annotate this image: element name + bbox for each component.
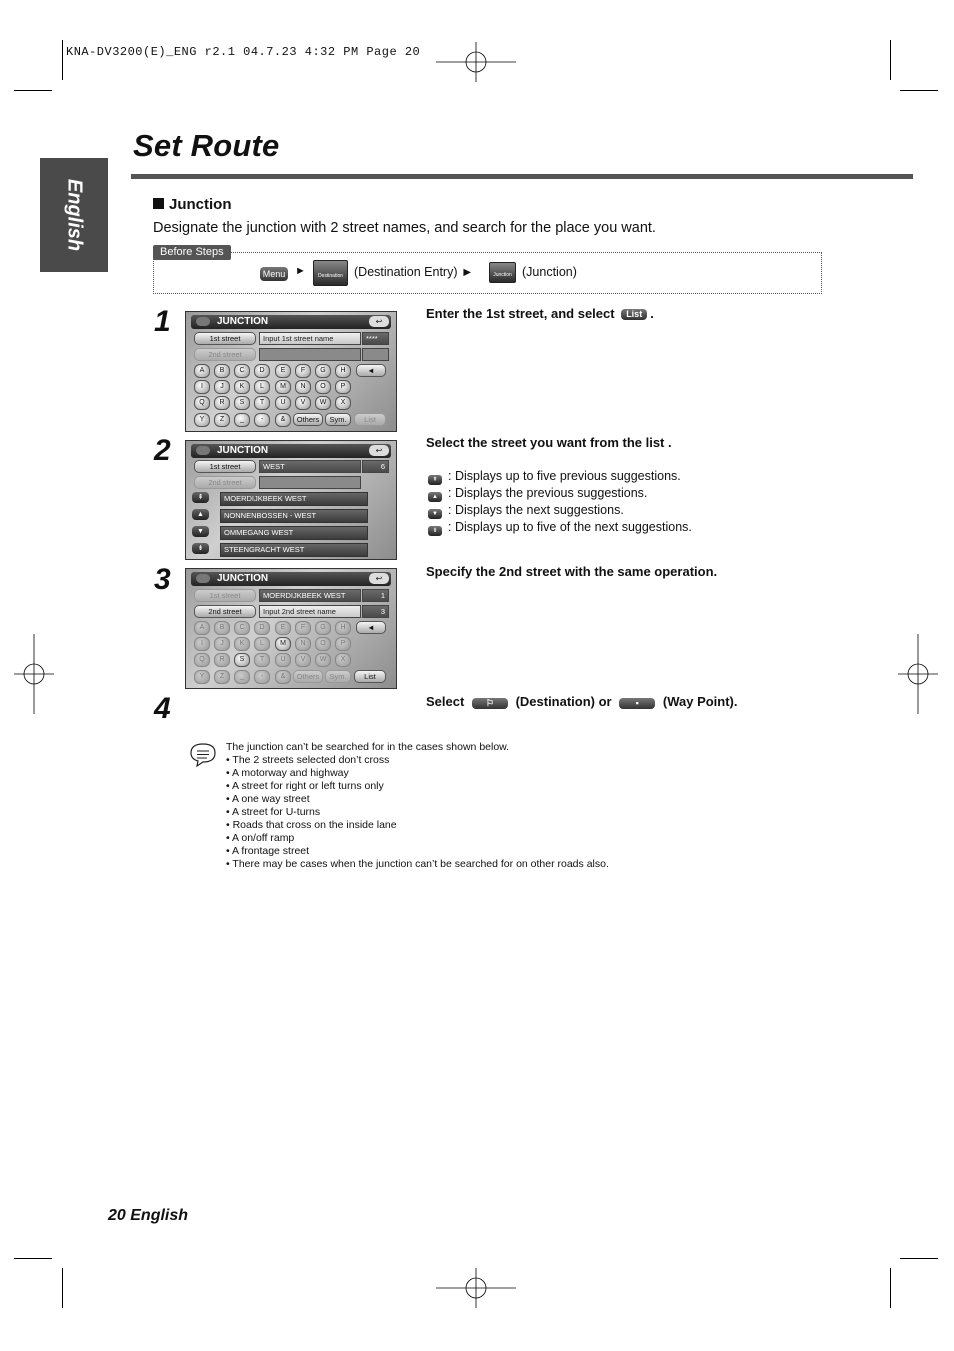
step-number: 3 <box>154 563 171 596</box>
square-bullet-icon <box>153 198 164 209</box>
legend-text: : Displays up to five of the next suggestions. <box>448 520 692 534</box>
result-count: 1 <box>362 589 389 602</box>
key[interactable]: B <box>214 621 230 635</box>
crop-mark <box>14 1258 52 1259</box>
list-item[interactable]: STEENGRACHT WEST <box>220 543 368 557</box>
first-street-value: MOERDIJKBEEK WEST <box>259 589 361 602</box>
key[interactable]: O <box>315 637 331 651</box>
screen-title: JUNCTION <box>217 316 269 327</box>
result-count-empty <box>362 348 389 361</box>
registration-mark <box>436 42 516 82</box>
screen-titlebar <box>191 315 391 329</box>
note-item: • A one way street <box>226 793 310 805</box>
street-input[interactable]: Input 1st street name <box>259 332 361 345</box>
key[interactable]: T <box>254 396 270 410</box>
street-input-empty <box>259 348 361 361</box>
screen-title: JUNCTION <box>217 445 269 456</box>
before-steps-tag: Before Steps <box>153 245 231 260</box>
key[interactable]: Y <box>194 413 210 427</box>
key[interactable]: N <box>295 380 311 394</box>
home-icon <box>196 446 210 455</box>
key[interactable]: Z <box>214 413 230 427</box>
key[interactable]: N <box>295 637 311 651</box>
step3-instruction: Specify the 2nd street with the same operation. <box>426 564 718 579</box>
crop-mark <box>900 90 938 91</box>
note-icon <box>188 742 218 768</box>
destination-entry-label: (Destination Entry) ► <box>354 265 474 279</box>
page-up-icon[interactable]: ⇞ <box>192 492 209 503</box>
key[interactable]: D <box>254 364 270 378</box>
key[interactable]: C <box>234 364 250 378</box>
junction-screen-step3 <box>185 568 397 689</box>
note-item: • There may be cases when the junction can’t be searched for on other roads also. <box>226 858 609 870</box>
key[interactable]: Y <box>194 670 210 684</box>
registration-mark <box>14 634 54 714</box>
crop-mark <box>62 40 63 80</box>
note-block <box>226 741 609 871</box>
first-street-button[interactable]: 1st street <box>194 332 256 345</box>
key[interactable]: Q <box>194 653 210 667</box>
key[interactable]: - <box>254 670 270 684</box>
key[interactable]: V <box>295 396 311 410</box>
scroll-up-icon: ▲ <box>428 492 442 502</box>
menu-button-image <box>260 266 288 280</box>
section-heading-text: Junction <box>169 196 232 213</box>
menu-button-label: Menu <box>260 267 288 281</box>
key[interactable]: L <box>254 637 270 651</box>
step2-instruction: Select the street you want from the list . <box>426 435 672 450</box>
home-icon <box>196 317 210 326</box>
note-item: • A motorway and highway <box>226 767 349 779</box>
list-item[interactable]: MOERDIJKBEEK WEST <box>220 492 368 506</box>
step-number: 2 <box>154 434 171 467</box>
list-button[interactable]: List <box>354 670 386 683</box>
key[interactable]: T <box>254 653 270 667</box>
key[interactable]: I <box>194 637 210 651</box>
key[interactable]: B <box>214 364 230 378</box>
scroll-down-icon: ▼ <box>428 509 442 519</box>
legend-text: : Displays the next suggestions. <box>448 503 624 517</box>
note-item: • A street for U-turns <box>226 806 321 818</box>
step-number: 4 <box>154 692 171 725</box>
page-down-icon[interactable]: ⇟ <box>192 543 209 554</box>
print-slug: KNA-DV3200(E)_ENG r2.1 04.7.23 4:32 PM Page 20 <box>66 45 421 59</box>
others-button[interactable]: Others <box>293 413 323 426</box>
key[interactable]: U <box>275 653 291 667</box>
screen-title: JUNCTION <box>217 573 269 584</box>
key[interactable]: _ <box>234 413 250 427</box>
page-footer: 20 English <box>108 1207 189 1224</box>
legend-item <box>428 485 692 502</box>
key[interactable]: R <box>214 396 230 410</box>
side-tab-label: English <box>63 178 86 252</box>
junction-label: (Junction) <box>522 265 577 279</box>
key[interactable]: J <box>214 637 230 651</box>
step2-legend <box>428 468 692 536</box>
destination-entry-icon: Destination Entry <box>313 260 348 286</box>
symbols-button[interactable]: Sym. <box>325 413 351 426</box>
second-street-button[interactable]: 2nd street <box>194 348 256 361</box>
key[interactable]: A <box>194 364 210 378</box>
back-icon[interactable]: ↩ <box>369 445 389 456</box>
legend-item <box>428 519 692 536</box>
note-item: • Roads that cross on the inside lane <box>226 819 397 831</box>
crop-mark <box>890 1268 891 1308</box>
key[interactable]: W <box>315 653 331 667</box>
step4-text: (Destination) or <box>515 694 612 709</box>
backspace-icon[interactable]: ◄ <box>356 364 386 377</box>
scroll-up-icon[interactable]: ▲ <box>192 509 209 520</box>
second-street-button[interactable]: 2nd street <box>194 476 256 489</box>
street-input[interactable]: Input 2nd street name <box>259 605 361 618</box>
language-side-tab <box>40 158 108 272</box>
symbols-button[interactable]: Sym. <box>325 670 351 683</box>
page-title: Set Route <box>133 128 280 163</box>
key[interactable]: F <box>295 364 311 378</box>
section-intro: Designate the junction with 2 street names, and search for the place you want. <box>153 220 656 236</box>
key[interactable]: X <box>335 396 351 410</box>
back-icon[interactable]: ↩ <box>369 573 389 584</box>
home-icon <box>196 574 210 583</box>
step4-text: Select <box>426 694 465 709</box>
key[interactable]: A <box>194 621 210 635</box>
key[interactable]: M <box>275 380 291 394</box>
arrow-icon: ► <box>295 265 306 277</box>
backspace-icon[interactable]: ◄ <box>356 621 386 634</box>
key[interactable]: I <box>194 380 210 394</box>
key[interactable]: S <box>234 653 250 667</box>
key[interactable]: E <box>275 364 291 378</box>
first-street-button[interactable]: 1st street <box>194 589 256 602</box>
crop-mark <box>900 1258 938 1259</box>
crop-mark <box>14 90 52 91</box>
legend-item <box>428 468 692 485</box>
key[interactable]: Z <box>214 670 230 684</box>
step1-text: Enter the 1st street, and select <box>426 306 615 321</box>
street-input-empty <box>259 476 361 489</box>
step1-instruction <box>426 306 654 321</box>
key[interactable]: K <box>234 637 250 651</box>
registration-mark <box>436 1268 516 1308</box>
others-button[interactable]: Others <box>293 670 323 683</box>
key[interactable]: & <box>275 413 291 427</box>
note-item: • A frontage street <box>226 845 310 857</box>
key[interactable]: H <box>335 364 351 378</box>
crop-mark <box>62 1268 63 1308</box>
registration-mark <box>898 634 938 714</box>
key[interactable]: - <box>254 413 270 427</box>
junction-screen-step2 <box>185 440 397 560</box>
key[interactable]: W <box>315 396 331 410</box>
key[interactable]: D <box>254 621 270 635</box>
note-lead: The junction can’t be searched for in the cases shown below. <box>226 741 510 753</box>
list-icon: List <box>621 309 647 320</box>
key[interactable]: X <box>335 653 351 667</box>
street-input[interactable]: WEST <box>259 460 361 473</box>
note-item: • A on/off ramp <box>226 832 295 844</box>
key[interactable]: L <box>254 380 270 394</box>
step1-period: . <box>650 306 654 321</box>
result-count: **** <box>362 332 389 345</box>
step4-instruction <box>426 694 738 709</box>
step4-text: (Way Point). <box>662 694 738 709</box>
section-heading <box>153 196 232 213</box>
key[interactable]: P <box>335 380 351 394</box>
key[interactable]: F <box>295 621 311 635</box>
key[interactable]: S <box>234 396 250 410</box>
key[interactable]: G <box>315 621 331 635</box>
key[interactable]: O <box>315 380 331 394</box>
step-number: 1 <box>154 305 171 338</box>
legend-text: : Displays up to five previous suggestions. <box>448 469 681 483</box>
key[interactable]: M <box>275 637 291 651</box>
result-count: 6 <box>362 460 389 473</box>
before-steps-box <box>153 252 822 294</box>
junction-icon: Junction <box>489 262 516 283</box>
key[interactable]: & <box>275 670 291 684</box>
legend-item <box>428 502 692 519</box>
back-icon[interactable]: ↩ <box>369 316 389 327</box>
key[interactable]: C <box>234 621 250 635</box>
key[interactable]: H <box>335 621 351 635</box>
note-item: • The 2 streets selected don’t cross <box>226 754 390 766</box>
list-button[interactable]: List <box>354 413 386 426</box>
key[interactable]: Q <box>194 396 210 410</box>
result-count: 3 <box>362 605 389 618</box>
second-street-button[interactable]: 2nd street <box>194 605 256 618</box>
key[interactable]: P <box>335 637 351 651</box>
first-street-button[interactable]: 1st street <box>194 460 256 473</box>
key[interactable]: E <box>275 621 291 635</box>
key[interactable]: G <box>315 364 331 378</box>
junction-screen-step1 <box>185 311 397 432</box>
key[interactable]: R <box>214 653 230 667</box>
screen-titlebar <box>191 444 391 458</box>
legend-text: : Displays the previous suggestions. <box>448 486 648 500</box>
screen-titlebar <box>191 572 391 586</box>
key[interactable]: U <box>275 396 291 410</box>
crop-mark <box>890 40 891 80</box>
list-item[interactable]: NONNENBOSSEN - WEST <box>220 509 368 523</box>
destination-flag-icon: ⚐ <box>472 698 508 709</box>
key[interactable]: V <box>295 653 311 667</box>
scroll-down-icon[interactable]: ▼ <box>192 526 209 537</box>
title-rule <box>131 174 913 179</box>
page-up-icon: ⇞ <box>428 475 442 485</box>
note-item: • A street for right or left turns only <box>226 780 384 792</box>
list-item[interactable]: OMMEGANG WEST <box>220 526 368 540</box>
page-down-icon: ⇟ <box>428 526 442 536</box>
key[interactable]: _ <box>234 670 250 684</box>
key[interactable]: J <box>214 380 230 394</box>
way-point-icon: ▪ <box>619 698 655 709</box>
key[interactable]: K <box>234 380 250 394</box>
